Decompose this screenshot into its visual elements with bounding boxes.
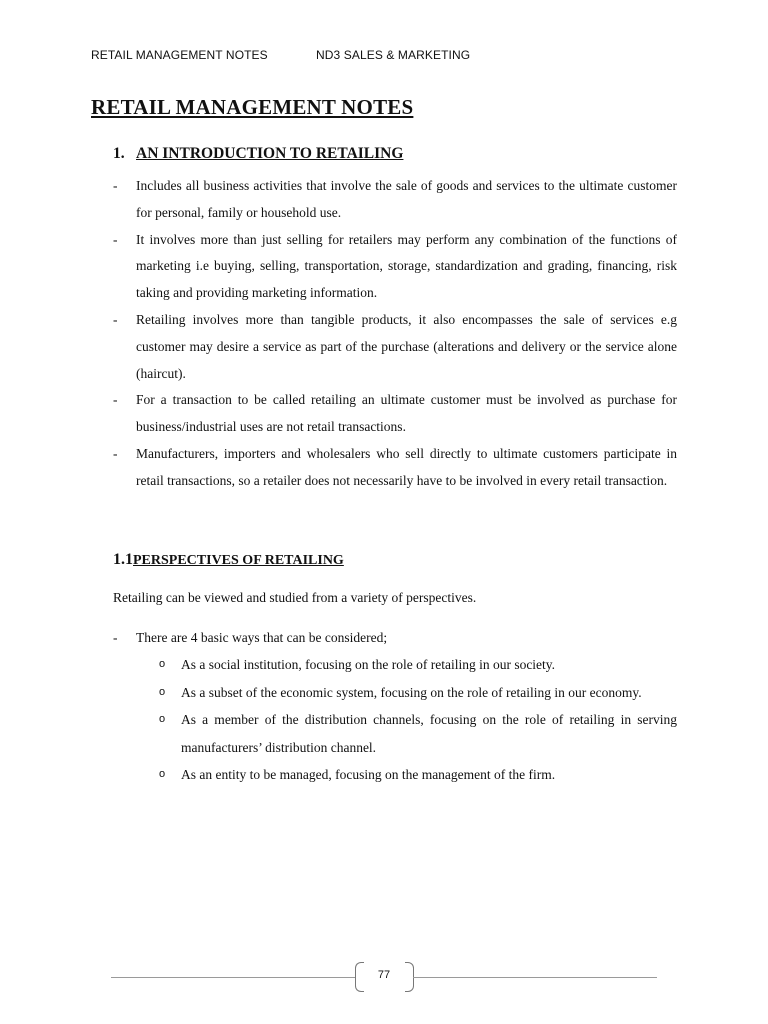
sublist-item-text: As a social institution, focusing on the role of retailing in our society. (181, 657, 556, 672)
page-number: 77 (377, 969, 391, 981)
list-item-text: Retailing involves more than tangible products, it also encompasses the sale of services e.g customer may desire a service as part of the purchase (alterations and delivery or the service alone (haircut). (136, 311, 677, 381)
header-left-text: RETAIL MANAGEMENT NOTES (91, 48, 268, 62)
sublist-item-text: As a subset of the economic system, focusing on the role of retailing in our economy. (181, 684, 642, 700)
list-item (113, 624, 677, 789)
dash-marker: - (113, 630, 118, 645)
sublist-item (159, 679, 677, 707)
sublist-item (159, 706, 677, 761)
list-item (113, 441, 677, 495)
dash-marker: - (113, 392, 118, 408)
sublist-item-text: As an entity to be managed, focusing on the management of the firm. (181, 767, 556, 782)
section-1-number: 1. (113, 145, 125, 162)
dash-marker: - (113, 311, 118, 327)
circle-bullet-icon: o (159, 658, 166, 670)
footer-rule-right (413, 977, 657, 978)
list-item (113, 227, 677, 307)
list-item (113, 173, 677, 227)
list-item (113, 387, 677, 441)
section-1-heading (113, 145, 403, 163)
dash-marker: - (113, 178, 118, 193)
list-item (113, 307, 677, 387)
footer-rule-left (111, 977, 355, 978)
header-right-text: ND3 SALES & MARKETING (316, 48, 471, 62)
circle-bullet-icon: o (159, 768, 166, 780)
perspectives-sublist (136, 651, 677, 789)
list-item-text: There are 4 basic ways that can be considered; (136, 630, 388, 645)
section-1-1-title: PERSPECTIVES OF RETAILING (133, 553, 344, 568)
list-item-text: Manufacturers, importers and wholesalers who sell directly to ultimate customers participate in retail transactions, so a retailer does not necessarily have to be involved in every retail transaction. (136, 445, 677, 488)
perspectives-intro: Retailing can be viewed and studied from a variety of perspectives. (113, 590, 477, 605)
section-1-1-number: 1.1 (113, 551, 133, 568)
section-1-list (113, 173, 677, 495)
running-header (91, 48, 471, 62)
dash-marker: - (113, 445, 118, 461)
dash-marker: - (113, 231, 118, 247)
section-1-title: AN INTRODUCTION TO RETAILING (136, 145, 404, 162)
section-1-1-heading (113, 551, 344, 569)
sublist-item (159, 651, 677, 679)
circle-bullet-icon: o (159, 685, 166, 698)
circle-bullet-icon: o (159, 713, 166, 725)
list-item-text: It involves more than just selling for retailers may perform any combination of the functions of marketing i.e buying, selling, transportation, storage, standardization and grading, financing, risk taking and providing marketing information. (136, 231, 677, 301)
sublist-item-text: As a member of the distribution channels, focusing on the role of retailing in serving manufacturers’ distribution channel. (181, 712, 677, 755)
section-1-1-list (113, 624, 677, 789)
sublist-item (159, 761, 677, 789)
document-title: RETAIL MANAGEMENT NOTES (91, 95, 414, 119)
list-item-text: For a transaction to be called retailing an ultimate customer must be involved as purchase for business/industrial uses are not retail transactions. (136, 392, 677, 435)
page-footer (111, 962, 657, 992)
list-item-text: Includes all business activities that involve the sale of goods and services to the ultimate customer for personal, family or household use. (136, 178, 677, 220)
